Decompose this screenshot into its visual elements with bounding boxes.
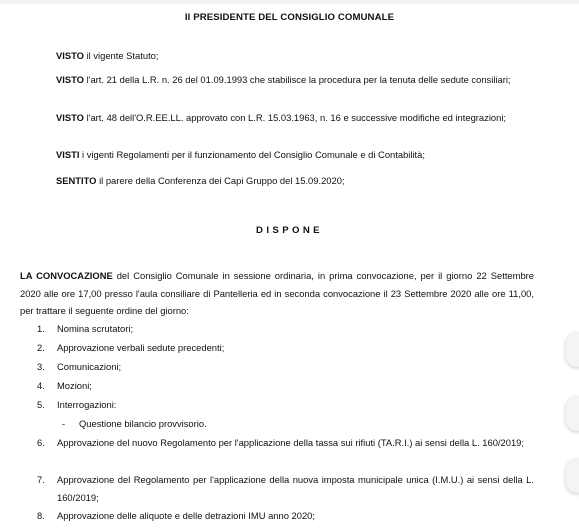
side-scroll-handle-middle[interactable] <box>566 397 579 431</box>
agenda-item-text: Approvazione del nuovo Regolamento per l'applicazione della tassa sui rifiuti (TA.R.I.) ai sensi della L. 160/2019; <box>57 437 524 448</box>
viewer-top-bar <box>0 0 579 4</box>
premise-text: il vigente Statuto; <box>83 50 159 61</box>
side-scroll-handle-lower[interactable] <box>566 459 579 493</box>
agenda-item-number: 4. <box>37 380 45 391</box>
premise-statuto <box>56 49 534 62</box>
agenda-item-text: Nomina scrutatori; <box>57 323 134 334</box>
agenda-item-text: Comunicazioni; <box>57 361 122 372</box>
agenda-item-text: Mozioni; <box>57 380 92 391</box>
premise-lead: VISTO <box>56 74 84 85</box>
convocation-text: del Consiglio Comunale in sessione ordinaria, in prima convocazione, per il giorno 22 Settembre 2020 alle ore 17,00 presso l'aula consiliare di Pantelleria ed in seconda convocazione il 23 Settembre 2020 alle ore 11,00, per trattare il seguente ordine del giorno: <box>20 270 534 316</box>
agenda-item-text: Approvazione verbali sedute precedenti; <box>57 342 225 353</box>
premise-text: i vigenti Regolamenti per il funzionamento del Consiglio Comunale e di Contabilità; <box>79 149 425 160</box>
agenda-item-number: 3. <box>37 361 45 372</box>
premise-text: l'art. 21 della L.R. n. 26 del 01.09.1993 che stabilisce la procedura per la tenuta delle sedute consiliari; <box>83 74 511 85</box>
premise-lead: SENTITO <box>56 175 97 186</box>
premise-text: il parere della Conferenza dei Capi Gruppo del 15.09.2020; <box>96 175 345 186</box>
premise-text: l'art. 48 dell'O.R.EE.LL. approvato con L.R. 15.03.1963, n. 16 e successive modifiche ed integrazioni; <box>83 112 507 123</box>
premise-lead: VISTO <box>56 50 84 61</box>
section-title-dispone: DISPONE <box>256 225 323 236</box>
agenda-item-number: 1. <box>37 323 45 334</box>
premise-oreell <box>20 111 534 124</box>
convocation-lead: LA CONVOCAZIONE <box>20 270 113 281</box>
premise-lead: VISTI <box>56 149 80 160</box>
agenda-item-text: Interrogazioni: <box>57 399 117 410</box>
agenda-item-number: 8. <box>37 510 45 521</box>
agenda-item-text: Approvazione del Regolamento per l'applicazione della nuova imposta municipale unica (I.M.U.) ai sensi della L. 160/2019; <box>57 474 534 503</box>
premise-lead: VISTO <box>56 112 84 123</box>
side-scroll-handle-upper[interactable] <box>566 333 579 367</box>
page-title: Il PRESIDENTE DEL CONSIGLIO COMUNALE <box>184 12 395 23</box>
agenda-item-number: 7. <box>37 474 45 485</box>
convocation-paragraph <box>20 267 534 320</box>
agenda-item-number: 6. <box>37 437 45 448</box>
agenda-item-text: Approvazione delle aliquote e delle detrazioni IMU anno 2020; <box>57 510 315 521</box>
agenda-item-number: 2. <box>37 342 45 353</box>
agenda-subitem-text: Questione bilancio provvisorio. <box>79 418 207 429</box>
premise-regolamenti <box>56 148 534 161</box>
agenda-item-number: 5. <box>37 399 45 410</box>
agenda-subitem-bullet: - <box>62 418 66 429</box>
premise-lr-26 <box>20 73 534 86</box>
premise-capigruppo <box>56 174 534 187</box>
